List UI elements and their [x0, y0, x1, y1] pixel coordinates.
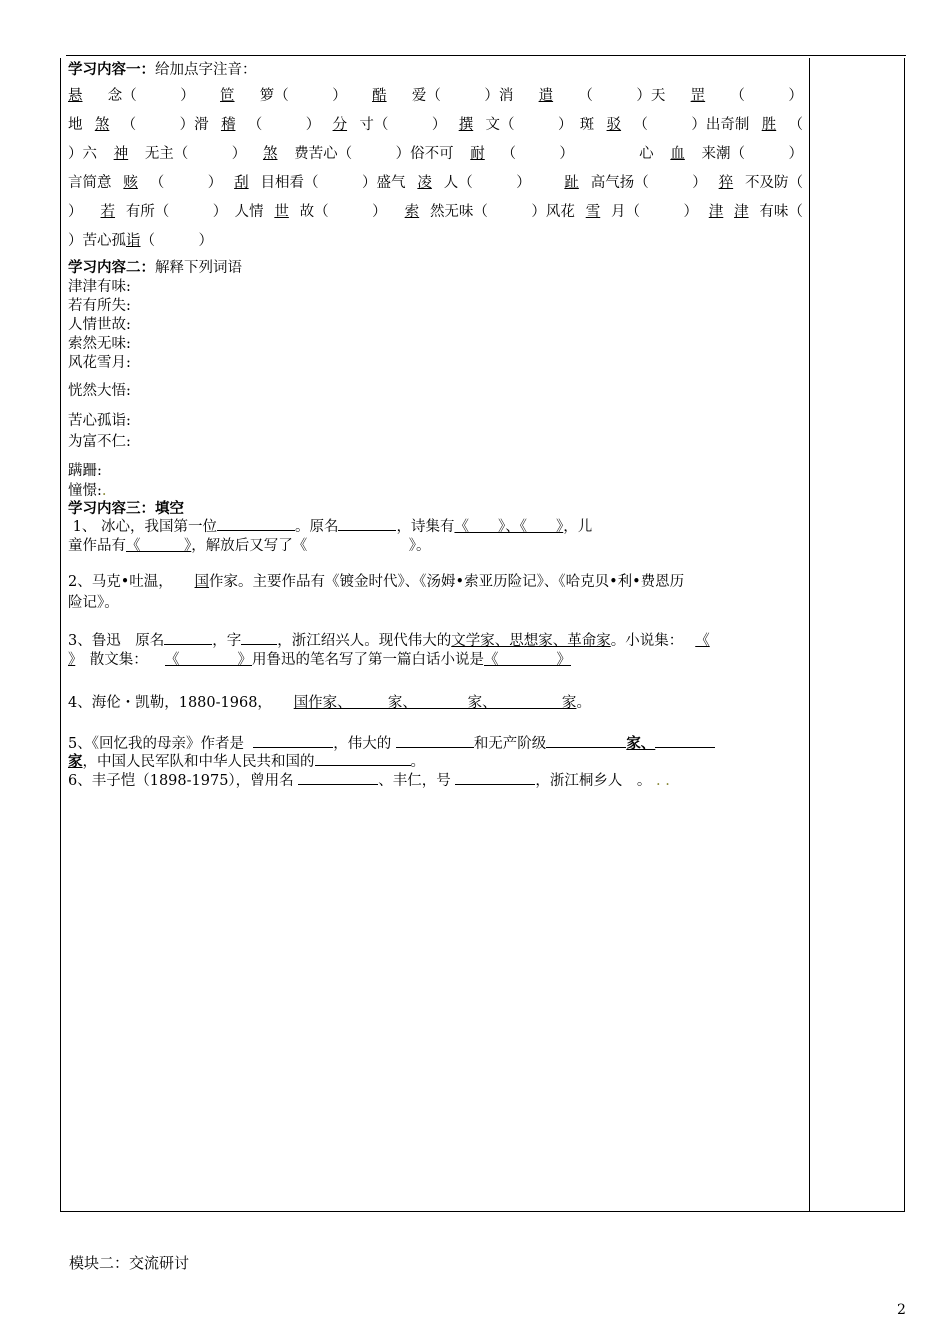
dotted-character: 猝 — [718, 175, 734, 191]
question-3: 3、鲁迅 原名 ，字 ，浙江绍兴人。现代伟大的文学家、思想家、革命家。小说集： 《 》 散文集： 《 》用鲁迅的笔名写了第一篇白话小说是《 》 — [68, 630, 803, 668]
row-text: 箩（ ） — [259, 88, 347, 104]
question-6: 6、丰子恺（1898-1975），曾用名 、丰仁，号 ，浙江桐乡人 。 . . — [68, 770, 803, 789]
sec1-instruction: 给加点字注音： — [155, 62, 257, 78]
sec3-title: 学习内容三：填空 — [68, 500, 184, 517]
dotted-character: 煞 — [94, 117, 110, 133]
row-text: 无主（ ） — [144, 146, 247, 162]
row-text: 言简意 — [68, 175, 112, 191]
side-table-cell — [808, 58, 905, 1212]
row-text: ） — [68, 204, 90, 220]
pinyin-row — [68, 140, 803, 169]
term: 人情世故: — [68, 317, 131, 333]
term: 风花雪月: — [68, 355, 131, 371]
dotted-character: 索 — [404, 204, 420, 220]
question-1: 1、 冰心，我国第一位 。原名 ，诗集有《 》、《 》，儿 童作品有《 》，解放后又写了《 》。 — [68, 516, 803, 554]
dotted-character: 诣 — [126, 233, 141, 249]
dotted-character: 撰 — [458, 117, 474, 133]
pinyin-row — [68, 111, 803, 140]
row-text: 念（ ） — [107, 88, 195, 104]
term-list — [68, 278, 803, 498]
dotted-character: 趾 — [564, 175, 579, 191]
dotted-character: 胜 — [761, 117, 777, 133]
top-rule — [66, 55, 906, 56]
row-text: ）苦心孤 — [68, 233, 126, 249]
row-text: 然无味（ ）风花 — [429, 204, 575, 220]
term: 苦心孤诣: — [68, 413, 131, 429]
row-text: （ ） 心 — [501, 146, 654, 162]
question-5: 5、《回忆我的母亲》作者是 ，伟大的 和无产阶级 家、 家，中国人民军队和中华人民共和国的 。 — [68, 732, 803, 770]
dotted-character: 煞 — [262, 146, 278, 162]
row-text: ）六 — [68, 146, 97, 162]
dotted-character: 若 — [100, 204, 116, 220]
question-2: 2、马克•吐温， 国作家。主要作品有《镀金时代》、《汤姆•索亚历险记》、《哈克贝•利•费恩历 险记》。 — [68, 574, 685, 611]
row-text: （ ）天 — [578, 88, 666, 104]
pinyin-exercise — [68, 82, 803, 256]
sec1-heading — [68, 58, 803, 82]
dotted-character: 津 — [734, 204, 749, 220]
dotted-character: 赅 — [123, 175, 138, 191]
row-text: 高气扬（ ） — [590, 175, 707, 191]
row-text: （ ） — [247, 117, 321, 133]
dotted-character: 神 — [113, 146, 129, 162]
term: 憧憬:. — [68, 483, 107, 499]
row-text: （ ）出奇制 — [633, 117, 750, 133]
row-text: 有味（ — [759, 204, 803, 220]
row-text: 爱（ ）消 — [411, 88, 514, 104]
dotted-character: 刮 — [234, 175, 249, 191]
sec2-instruction: 解释下列词语 — [155, 260, 242, 276]
dotted-character: 罡 — [690, 88, 706, 104]
term: 为富不仁: — [68, 434, 131, 450]
term: 若有所失: — [68, 298, 131, 314]
dotted-character: 稽 — [220, 117, 236, 133]
pinyin-row — [68, 169, 803, 198]
page-number: 2 — [897, 1302, 906, 1318]
row-text: （ ）滑 — [121, 117, 209, 133]
content-area — [68, 58, 803, 789]
dotted-character: 雪 — [585, 204, 601, 220]
term: 蹒跚: — [68, 463, 102, 479]
row-text: （ ） — [149, 175, 223, 191]
dotted-character: 笸 — [220, 88, 235, 104]
dotted-character: 悬 — [68, 88, 83, 104]
row-text: 目相看（ ）盛气 — [260, 175, 406, 191]
dotted-character: 分 — [332, 117, 348, 133]
row-text: 有所（ ） 人情 — [125, 204, 264, 220]
row-text: 来潮（ ） — [701, 146, 803, 162]
row-text: 费苦心（ ）俗不可 — [294, 146, 454, 162]
row-text: （ — [788, 117, 803, 133]
pinyin-row — [68, 198, 803, 227]
dotted-character: 血 — [670, 146, 685, 162]
term: 恍然大悟: — [68, 383, 131, 399]
term: 索然无味: — [68, 336, 131, 352]
module-heading: 模块二：交流研讨 — [69, 1254, 190, 1272]
row-text: （ ） — [140, 233, 213, 249]
dotted-character: 津 — [708, 204, 724, 220]
row-text: 不及防（ — [745, 175, 803, 191]
question-4: 4、海伦・凯勒，1880-1968， 国作家、 家、 家、 家。 — [68, 695, 591, 711]
row-text: 月（ ） — [611, 204, 698, 220]
term: 津津有味: — [68, 279, 131, 295]
row-text: 人（ ） — [443, 175, 553, 191]
sec2-heading — [68, 258, 803, 278]
sec1-title: 学习内容一： — [68, 61, 155, 78]
dotted-character: 驳 — [606, 117, 622, 133]
row-text: 故（ ） — [299, 204, 394, 220]
pinyin-row — [68, 227, 803, 256]
sec2-title: 学习内容二： — [68, 259, 155, 276]
row-text: （ ） — [730, 88, 803, 104]
pinyin-row — [68, 82, 803, 111]
dotted-character: 凌 — [417, 175, 432, 191]
dotted-character: 酷 — [372, 88, 387, 104]
row-text: 文（ ） 斑 — [485, 117, 595, 133]
row-text: 寸（ ） — [359, 117, 447, 133]
row-text: 地 — [68, 117, 83, 133]
dotted-character: 世 — [274, 204, 289, 220]
dotted-character: 耐 — [470, 146, 485, 162]
dotted-character: 遣 — [538, 88, 554, 104]
